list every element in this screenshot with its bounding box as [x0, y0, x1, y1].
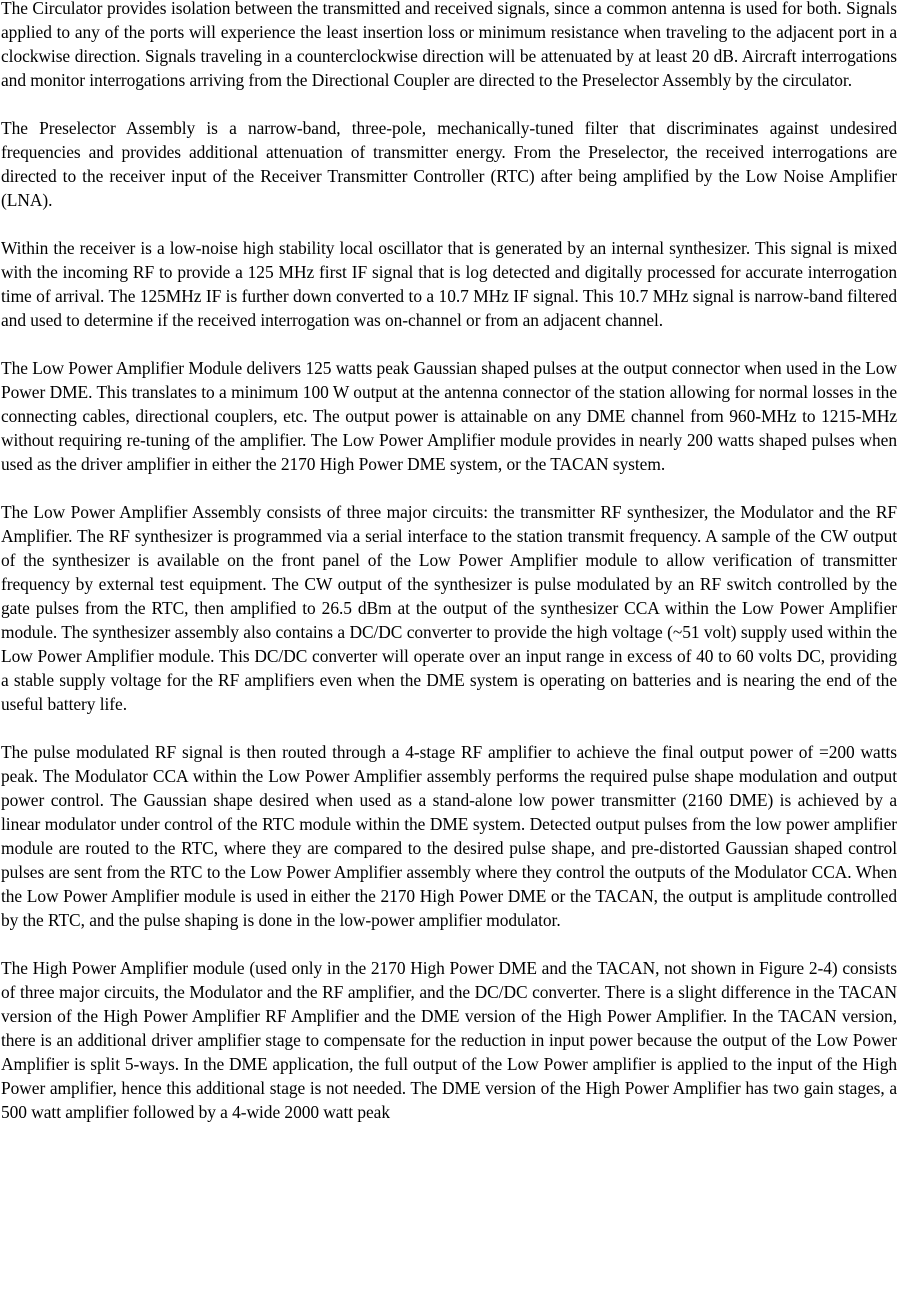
paragraph-low-power-amplifier-module: The Low Power Amplifier Module delivers 125 watts peak Gaussian shaped pulses at the output connector when used in the Low Power DME. This translates to a minimum 100 W output at the antenna connector of the station allowing for normal losses in the connecting cables, directional couplers, etc. The output power is attainable on any DME channel from 960-MHz to 1215-MHz without requiring re-tuning of the amplifier. The Low Power Amplifier module provides in nearly 200 watts shaped pulses when used as the driver amplifier in either the 2170 High Power DME system, or the TACAN system.: [1, 358, 897, 474]
paragraph-high-power-amplifier: The High Power Amplifier module (used only in the 2170 High Power DME and the TACAN, not shown in Figure 2-4) consists of three major circuits, the Modulator and the RF amplifier, and the DC/DC converter. There is a slight difference in the TACAN version of the High Power Amplifier RF Amplifier and the DME version of the High Power Amplifier. In the TACAN version, there is an additional driver amplifier stage to compensate for the reduction in input power because the output of the Low Power Amplifier is split 5-ways. In the DME application, the full output of the Low Power amplifier is applied to the input of the High Power amplifier, hence this additional stage is not needed. The DME version of the High Power Amplifier has two gain stages, a 500 watt amplifier followed by a 4-wide 2000 watt peak: [1, 958, 897, 1122]
paragraph-pulse-modulated-rf: The pulse modulated RF signal is then routed through a 4-stage RF amplifier to achieve the final output power of =200 watts peak. The Modulator CCA within the Low Power Amplifier assembly performs the required pulse shape modulation and output power control. The Gaussian shape desired when used as a stand-alone low power transmitter (2160 DME) is achieved by a linear modulator under control of the RTC module within the DME system. Detected output pulses from the low power amplifier module are routed to the RTC, where they are compared to the desired pulse shape, and pre-distorted Gaussian shaped control pulses are sent from the RTC to the Low Power Amplifier assembly where they control the outputs of the Modulator CCA. When the Low Power Amplifier module is used in either the 2170 High Power DME or the TACAN, the output is amplitude controlled by the RTC, and the pulse shaping is done in the low-power amplifier modulator.: [1, 742, 897, 930]
paragraph-preselector: The Preselector Assembly is a narrow-band, three-pole, mechanically-tuned filter that discriminates against undesired frequencies and provides additional attenuation of transmitter energy. From the Preselector, the received interrogations are directed to the receiver input of the Receiver Transmitter Controller (RTC) after being amplified by the Low Noise Amplifier (LNA).: [1, 118, 897, 210]
paragraph-low-power-amplifier-assembly: The Low Power Amplifier Assembly consists of three major circuits: the transmitter RF synthesizer, the Modulator and the RF Amplifier. The RF synthesizer is programmed via a serial interface to the station transmit frequency. A sample of the CW output of the synthesizer is available on the front panel of the Low Power Amplifier module to allow verification of transmitter frequency by external test equipment. The CW output of the synthesizer is pulse modulated by an RF switch controlled by the gate pulses from the RTC, then amplified to 26.5 dBm at the output of the synthesizer CCA within the Low Power Amplifier module. The synthesizer assembly also contains a DC/DC converter to provide the high voltage (~51 volt) supply used within the Low Power Amplifier module. This DC/DC converter will operate over an input range in excess of 40 to 60 volts DC, providing a stable supply voltage for the RF amplifiers even when the DME system is operating on batteries and is nearing the end of the useful battery life.: [1, 502, 897, 714]
paragraph-receiver: Within the receiver is a low-noise high stability local oscillator that is generated by an internal synthesizer. This signal is mixed with the incoming RF to provide a 125 MHz first IF signal that is log detected and digitally processed for accurate interrogation time of arrival. The 125MHz IF is further down converted to a 10.7 MHz IF signal. This 10.7 MHz signal is narrow-band filtered and used to determine if the received interrogation was on-channel or from an adjacent channel.: [1, 238, 897, 330]
paragraph-circulator: The Circulator provides isolation between the transmitted and received signals, since a common antenna is used for both. Signals applied to any of the ports will experience the least insertion loss or minimum resistance when traveling to the adjacent port in a clockwise direction. Signals traveling in a counterclockwise direction will be attenuated by at least 20 dB. Aircraft interrogations and monitor interrogations arriving from the Directional Coupler are directed to the Preselector Assembly by the circulator.: [1, 0, 897, 90]
